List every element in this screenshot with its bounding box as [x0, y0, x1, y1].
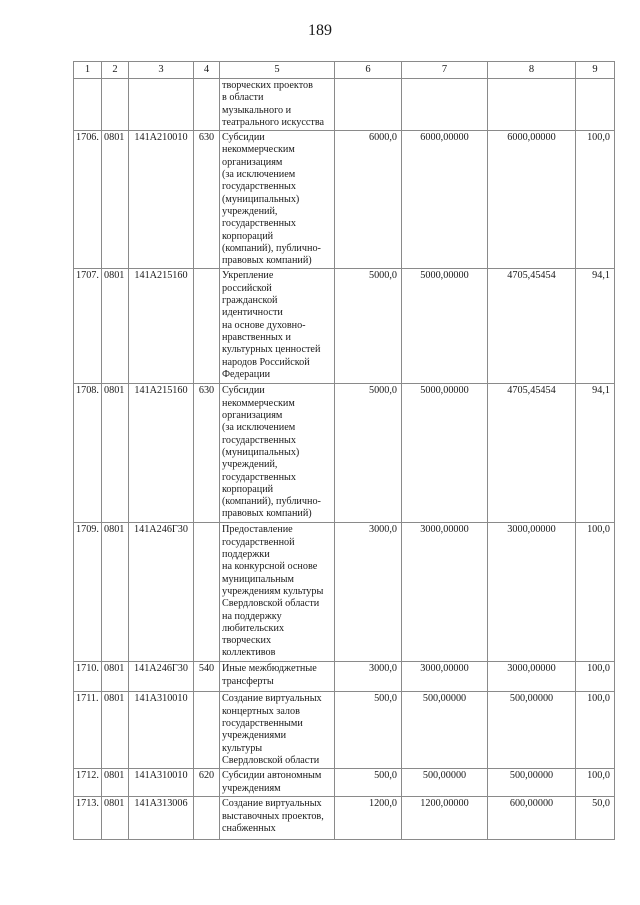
table-row — [74, 131, 615, 269]
section-code-cell: 0801 — [102, 662, 129, 692]
section-code-cell: 0801 — [102, 384, 129, 523]
row-number-cell: 1712. — [74, 769, 102, 797]
execution-percent-cell: 100,0 — [576, 692, 615, 769]
description-cell: творческих проектов в области музыкального и театрального искусства — [220, 79, 335, 131]
section-code-cell: 0801 — [102, 797, 129, 840]
approved-amount-cell: 5000,00000 — [402, 384, 488, 523]
executed-amount-cell: 4705,45454 — [488, 269, 576, 384]
planned-amount-cell: 3000,0 — [335, 523, 402, 662]
page-number: 189 — [308, 22, 332, 39]
target-article-code-cell — [129, 79, 194, 131]
row-number-cell — [74, 79, 102, 131]
header-cell-col1: 1 — [74, 62, 102, 79]
approved-amount-cell: 3000,00000 — [402, 662, 488, 692]
section-code-cell — [102, 79, 129, 131]
section-code-cell: 0801 — [102, 131, 129, 269]
row-number-cell: 1708. — [74, 384, 102, 523]
expense-type-code-cell: 630 — [194, 384, 220, 523]
expense-type-code-cell — [194, 692, 220, 769]
target-article-code-cell: 141A246Г30 — [129, 523, 194, 662]
header-cell-col3: 3 — [129, 62, 194, 79]
header-cell-col4: 4 — [194, 62, 220, 79]
expense-type-code-cell — [194, 269, 220, 384]
budget-table — [73, 61, 615, 840]
planned-amount-cell: 5000,0 — [335, 269, 402, 384]
expense-type-code-cell: 630 — [194, 131, 220, 269]
approved-amount-cell: 6000,00000 — [402, 131, 488, 269]
target-article-code-cell: 141A210010 — [129, 131, 194, 269]
expense-type-code-cell: 540 — [194, 662, 220, 692]
description-cell: Укрепление российской гражданской идентичности на основе духовно- нравственных и культурных ценностей народов Российской Федерации — [220, 269, 335, 384]
row-number-cell: 1706. — [74, 131, 102, 269]
section-code-cell: 0801 — [102, 769, 129, 797]
expense-type-code-cell — [194, 797, 220, 840]
table-row — [74, 769, 615, 797]
row-number-cell: 1711. — [74, 692, 102, 769]
description-cell: Предоставление государственной поддержки на конкурсной основе муниципальным учреждениям культуры Свердловской области на поддержку любительских творческих коллективов — [220, 523, 335, 662]
description-cell: Создание виртуальных концертных залов государственными учреждениями культуры Свердловской области — [220, 692, 335, 769]
header-cell-col8: 8 — [488, 62, 576, 79]
header-cell-col2: 2 — [102, 62, 129, 79]
header-cell-col5: 5 — [220, 62, 335, 79]
executed-amount-cell: 3000,00000 — [488, 523, 576, 662]
execution-percent-cell: 100,0 — [576, 131, 615, 269]
header-cell-col9: 9 — [576, 62, 615, 79]
target-article-code-cell: 141A215160 — [129, 269, 194, 384]
header-cell-col6: 6 — [335, 62, 402, 79]
approved-amount-cell: 500,00000 — [402, 769, 488, 797]
description-cell: Субсидии некоммерческим организациям (за исключением государственных (муниципальных) учреждений, государственных корпораций (компаний), публично- правовых компаний) — [220, 384, 335, 523]
executed-amount-cell: 500,00000 — [488, 692, 576, 769]
description-cell: Создание виртуальных выставочных проектов, снабженных — [220, 797, 335, 840]
approved-amount-cell: 5000,00000 — [402, 269, 488, 384]
planned-amount-cell: 3000,0 — [335, 662, 402, 692]
planned-amount-cell — [335, 79, 402, 131]
row-number-cell: 1709. — [74, 523, 102, 662]
execution-percent-cell — [576, 79, 615, 131]
expense-type-code-cell: 620 — [194, 769, 220, 797]
description-cell: Субсидии автономным учреждениям — [220, 769, 335, 797]
executed-amount-cell: 500,00000 — [488, 769, 576, 797]
executed-amount-cell: 3000,00000 — [488, 662, 576, 692]
execution-percent-cell: 100,0 — [576, 769, 615, 797]
planned-amount-cell: 500,0 — [335, 769, 402, 797]
planned-amount-cell: 500,0 — [335, 692, 402, 769]
expense-type-code-cell — [194, 523, 220, 662]
row-number-cell: 1707. — [74, 269, 102, 384]
target-article-code-cell: 141A310010 — [129, 769, 194, 797]
approved-amount-cell — [402, 79, 488, 131]
planned-amount-cell: 6000,0 — [335, 131, 402, 269]
table-row — [74, 79, 615, 131]
executed-amount-cell: 4705,45454 — [488, 384, 576, 523]
table-row — [74, 692, 615, 769]
row-number-cell: 1713. — [74, 797, 102, 840]
approved-amount-cell: 500,00000 — [402, 692, 488, 769]
target-article-code-cell: 141A246Г30 — [129, 662, 194, 692]
description-cell: Иные межбюджетные трансферты — [220, 662, 335, 692]
planned-amount-cell: 1200,0 — [335, 797, 402, 840]
header-cell-col7: 7 — [402, 62, 488, 79]
header-row — [74, 62, 615, 79]
table-row — [74, 797, 615, 840]
expense-type-code-cell — [194, 79, 220, 131]
planned-amount-cell: 5000,0 — [335, 384, 402, 523]
target-article-code-cell: 141A313006 — [129, 797, 194, 840]
table-row — [74, 523, 615, 662]
execution-percent-cell: 94,1 — [576, 269, 615, 384]
execution-percent-cell: 100,0 — [576, 523, 615, 662]
section-code-cell: 0801 — [102, 523, 129, 662]
target-article-code-cell: 141A310010 — [129, 692, 194, 769]
table-row — [74, 662, 615, 692]
execution-percent-cell: 50,0 — [576, 797, 615, 840]
target-article-code-cell: 141A215160 — [129, 384, 194, 523]
execution-percent-cell: 94,1 — [576, 384, 615, 523]
table-row — [74, 384, 615, 523]
executed-amount-cell — [488, 79, 576, 131]
executed-amount-cell: 6000,00000 — [488, 131, 576, 269]
table-row — [74, 269, 615, 384]
executed-amount-cell: 600,00000 — [488, 797, 576, 840]
execution-percent-cell: 100,0 — [576, 662, 615, 692]
description-cell: Субсидии некоммерческим организациям (за исключением государственных (муниципальных) учреждений, государственных корпораций (компаний), публично- правовых компаний) — [220, 131, 335, 269]
section-code-cell: 0801 — [102, 692, 129, 769]
approved-amount-cell: 3000,00000 — [402, 523, 488, 662]
approved-amount-cell: 1200,00000 — [402, 797, 488, 840]
row-number-cell: 1710. — [74, 662, 102, 692]
section-code-cell: 0801 — [102, 269, 129, 384]
